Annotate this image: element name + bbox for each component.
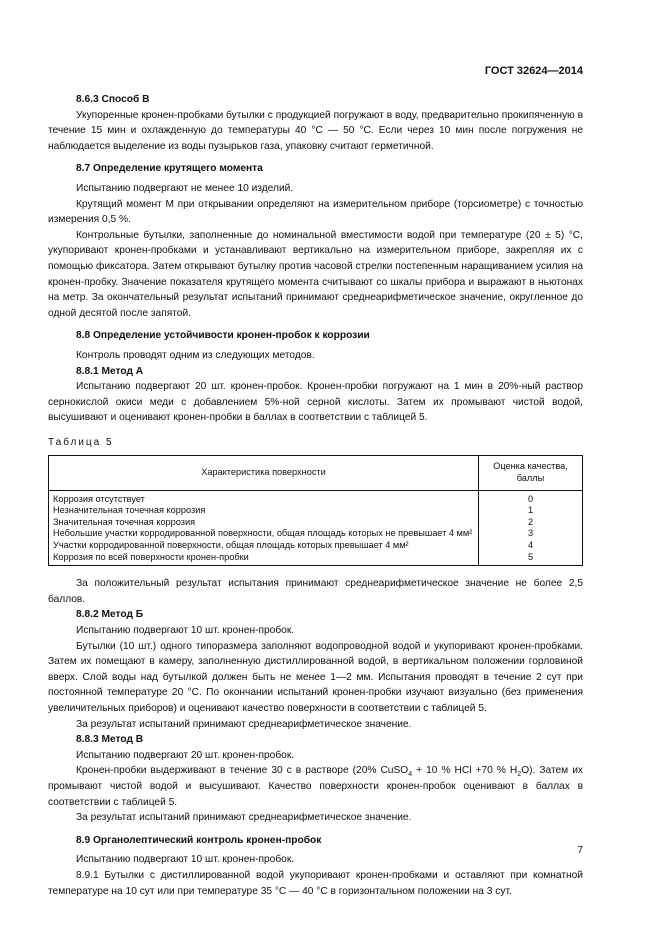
method-c-p3: За результат испытаний принимают среднеарифметическое значение. — [76, 812, 412, 824]
method-a-text: Испытанию подвергают 20 шт. кронен-пробок. Кронен-пробки погружают на 1 мин в 20%-ный раствор сернокислой окиси меди с добавлением 5%-ной серной кислоты. Затем их промывают чистой водой, высушивают и оценивают кронен-пробки в баллах в соответствии с таблицей 5. — [48, 381, 583, 424]
table-row — [49, 552, 583, 566]
section-8-9-p1: Испытанию подвергают 10 шт. кронен-пробок. — [76, 854, 295, 866]
table-row — [49, 540, 583, 552]
page-number: 7 — [577, 845, 583, 856]
method-c-title: 8.8.3 Метод В — [76, 734, 144, 746]
method-b-title: 8.8.2 Метод Б — [76, 609, 144, 621]
method-b-p3: За результат испытаний принимают среднеарифметическое значение. — [76, 718, 412, 730]
table-cell-desc: Коррозия отсутствует — [53, 493, 145, 504]
section-8-6-3-title: 8.6.3 Способ В — [76, 94, 150, 105]
method-b-p1: Испытанию подвергают 10 шт. кронен-пробок. — [76, 625, 295, 636]
section-8-7-title: 8.7 Определение крутящего момента — [76, 163, 263, 175]
section-8-7-p2: Крутящий момент М при открывании определяют на измерительном приборе (торсиометре) с точностью измерения 0,5 %. — [48, 198, 583, 226]
method-b-p2: Бутылки (10 шт.) одного типоразмера заполняют водопроводной водой и укупоривают кронен-пробками. Затем их помещают в камеру, заполненную дистиллированной водой, в вертикальном положении горловиной вверх. Слой воды над бутылкой должен быть не менее 1—2 мм. Испытания проводят в течение 2 сут при постоянной температуре 20 °С. По окончании испытаний кронен-пробки изучают визуально (без применения увеличительных приборов) и оценивают качество поверхности в соответствии с таблицей 5. — [48, 640, 583, 714]
method-a-title: 8.8.1 Метод А — [76, 365, 144, 377]
page-body — [48, 92, 583, 899]
method-c-p1: Испытанию подвергают 20 шт. кронен-пробок. — [76, 749, 295, 761]
method-c-p2: Кронен-пробки выдерживают в течение 30 с в растворе (20% CuSO$_4$ + 10 % HCl +70 % $H_2O$). Затем их промывают чистой водой и высушивают. Качество поверхности кронен-пробок оценивают в баллах в соответствии с таблицей 5. — [48, 765, 583, 808]
section-8-9-title: 8.9 Органолептический контроль кронен-пробок — [76, 834, 322, 846]
table-row — [49, 490, 583, 505]
table-5 — [48, 455, 583, 566]
table-conclusion: За положительный результат испытания принимают среднеарифметическое значение не более 2,5 баллов. — [48, 578, 583, 605]
table-cell-desc: Коррозия по всей поверхности кронен-пробки — [53, 551, 249, 562]
table-cell-desc: Незначительная точечная коррозия — [53, 505, 206, 516]
table-row — [49, 517, 583, 529]
document-id: ГОСТ 32624—2014 — [484, 65, 583, 77]
section-8-7-p3: Контрольные бутылки, заполненные до номинальной вместимости водой при температуре (20 ± 5) °С, укупоривают кронен-пробками и устанавливают вертикально на измерительном приборе, закрепляя их с помощью фиксатора. Затем открывают бутылку против часовой стрелки постепенным наращиванием усилия на кронен-пробку. Значение показателя крутящего момента считывают со шкалы прибора и выражают в ньютонах на метр. За окончательный результат испытаний принимают среднеарифметическое значение, округленное до одной десятой после запятой. — [48, 229, 583, 319]
section-8-8-p1: Контроль проводят одним из следующих методов. — [76, 349, 315, 361]
section-8-9-1-text: 8.9.1 Бутылки с дистиллированной водой укупоривают кронен-пробками и оставляют при комнатной температуре на 10 сут или при температуре 35 °С — 40 °С в горизонтальном положении на 3 сут. — [48, 869, 583, 897]
table-cell-score: 4 — [479, 540, 583, 552]
table-row — [49, 505, 583, 517]
table-cell-score: 0 — [479, 490, 583, 505]
table-cell-desc: Значительная точечная коррозия — [53, 516, 196, 527]
table-cell-score: 5 — [479, 552, 583, 566]
table-caption: Таблица 5 — [48, 436, 114, 448]
table-cell-score: 2 — [479, 517, 583, 529]
section-8-6-3-text: Укупоренные кронен-пробками бутылки с продукцией погружают в воду, предварительно прокипяченную в течение 15 мин и охлажденную до температуры 40 °С — 50 °С. Если через 10 мин после погружения не наблюдается выделение из воды пузырьков газа, упаковку считают герметичной. — [48, 109, 583, 152]
table-cell-score: 1 — [479, 505, 583, 517]
section-8-8-title: 8.8 Определение устойчивости кронен-пробок к коррозии — [76, 330, 370, 342]
table-cell-score: 3 — [479, 528, 583, 540]
table-row — [49, 528, 583, 540]
section-8-7-p1: Испытанию подвергают не менее 10 изделий. — [76, 182, 294, 194]
table-cell-desc: Участки корродированной поверхности, общая площадь которых превышает 4 мм² — [53, 540, 409, 551]
table-cell-desc: Небольшие участки корродированной поверхности, общая площадь которых не превышает 4 мм² — [53, 528, 473, 539]
table-header-surface: Характеристика поверхности — [49, 456, 479, 490]
table-header-score: Оценка качества, баллы — [479, 456, 583, 490]
